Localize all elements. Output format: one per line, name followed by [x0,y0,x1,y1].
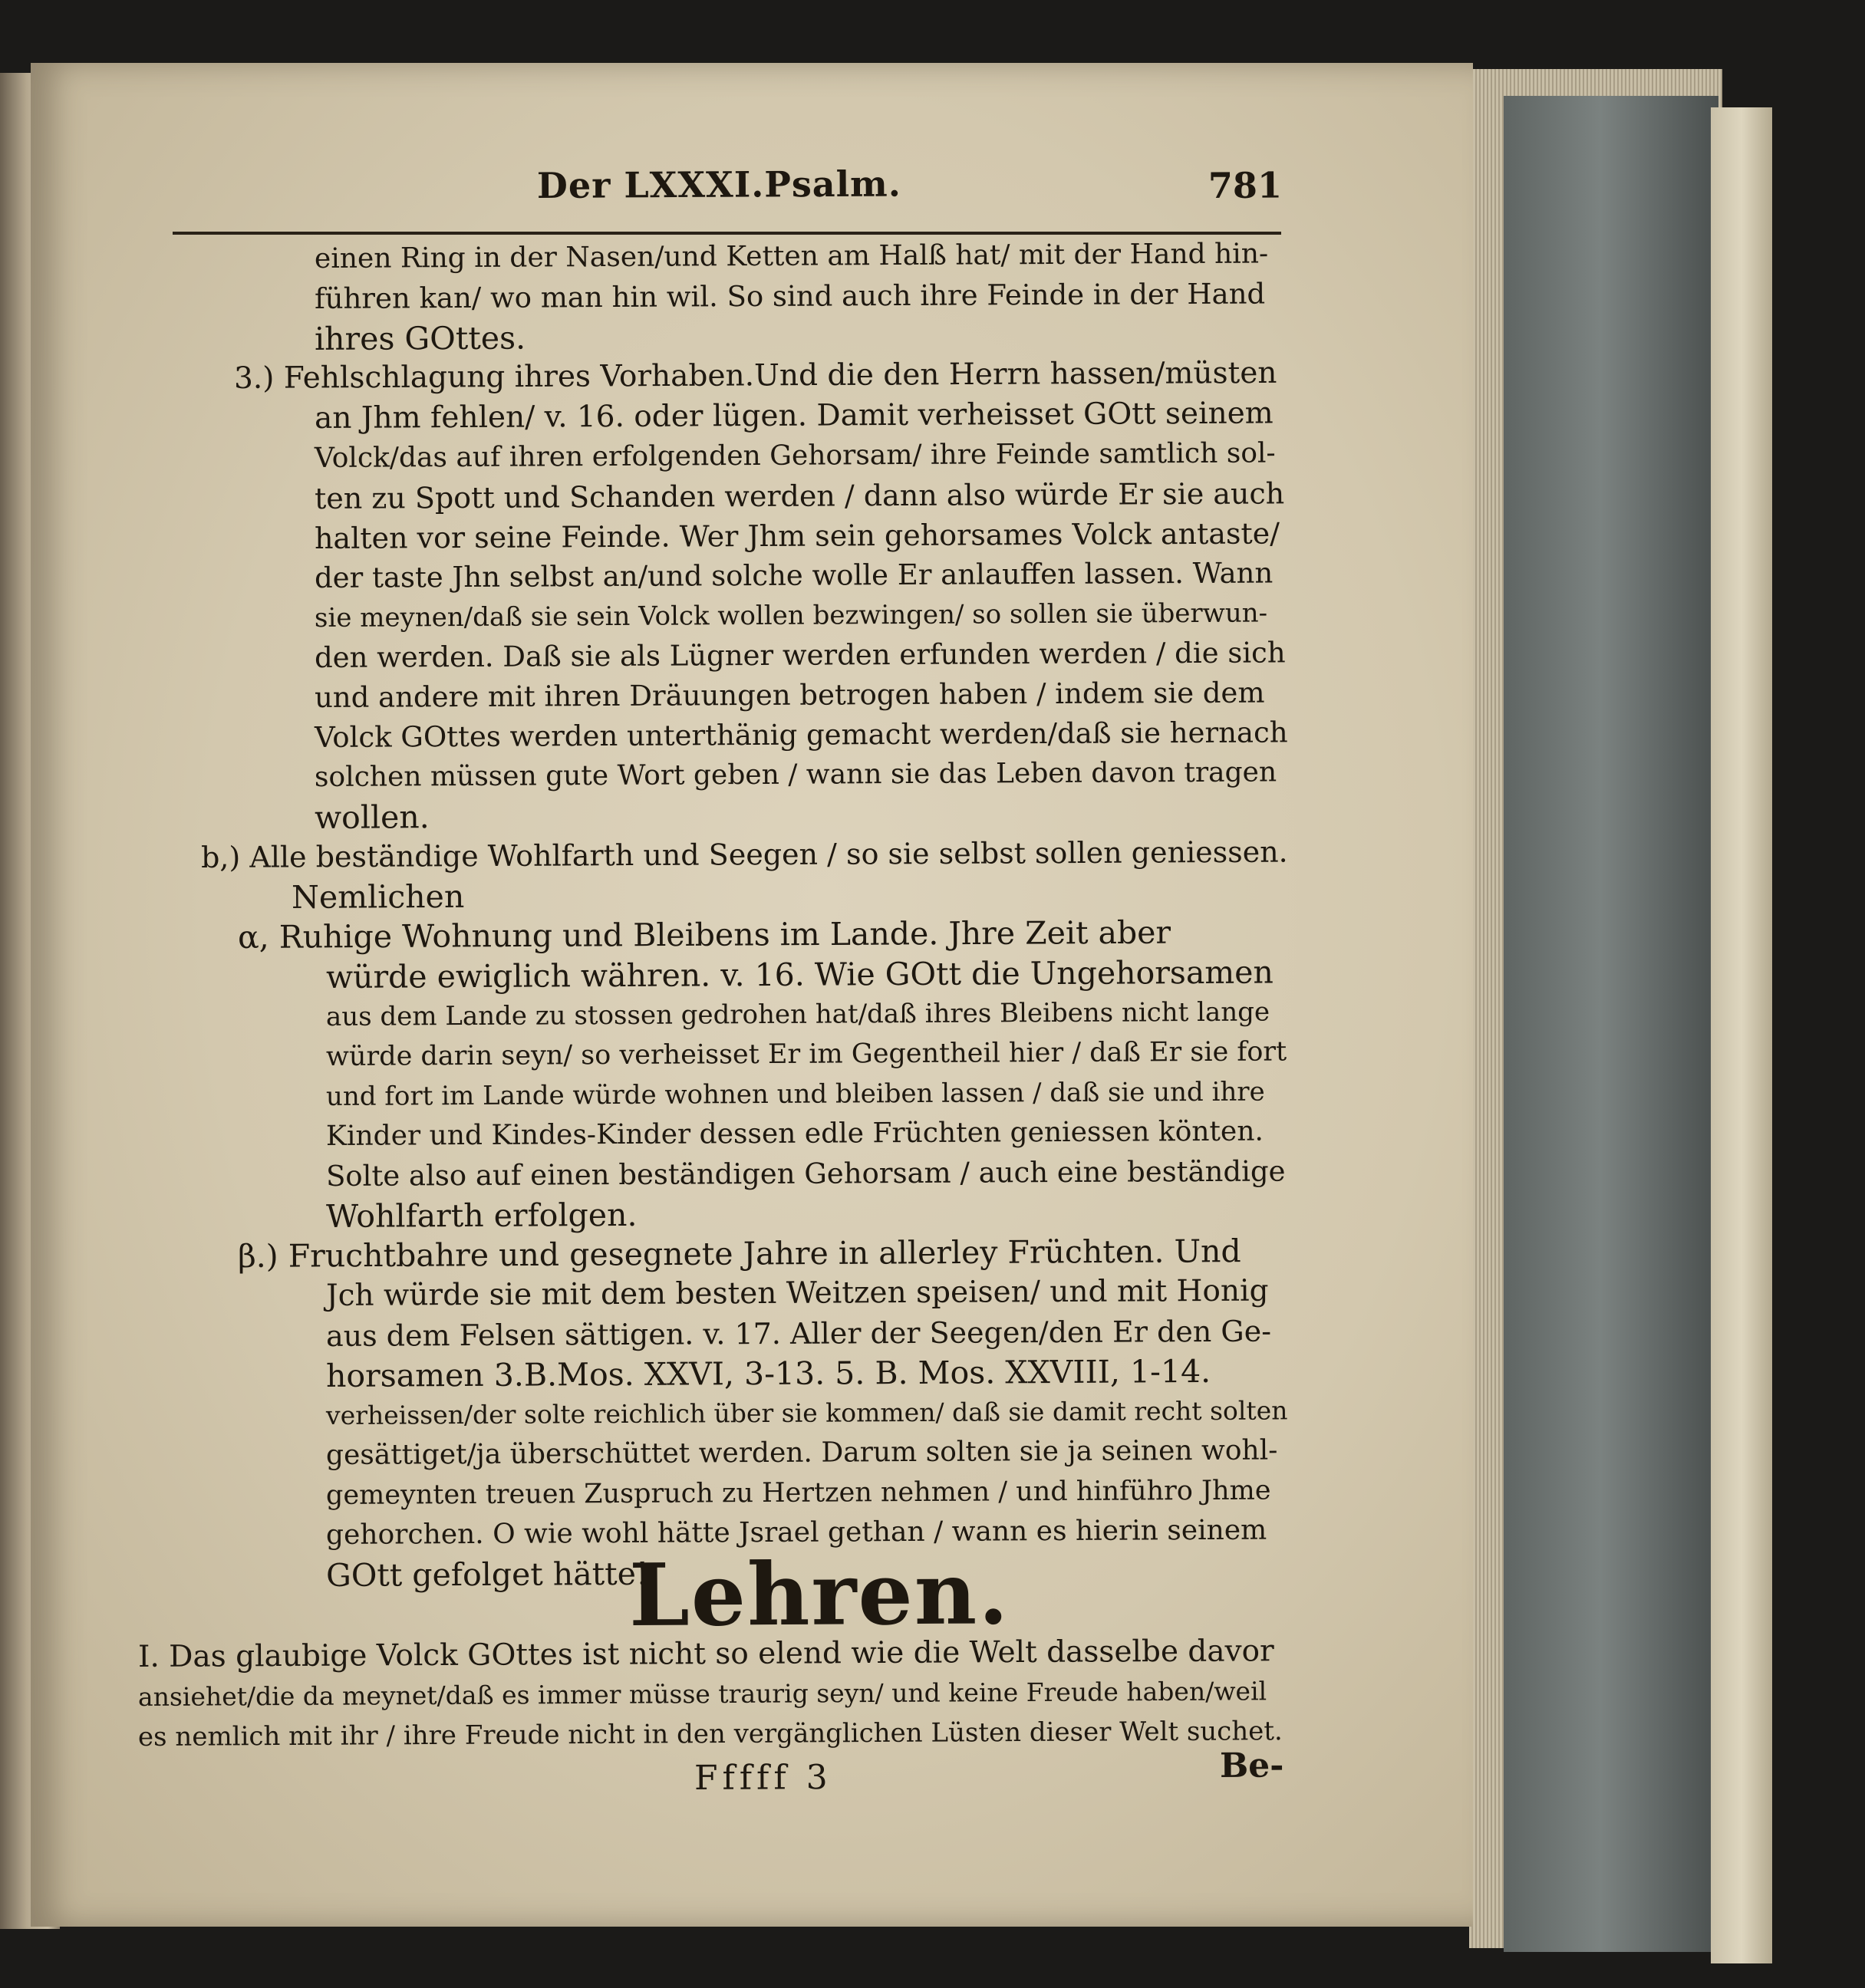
text-line: α, Ruhige Wohnung und Bleibens im Lande. Jhre Zeit aber [237,913,1171,956]
text-line: ihres GOttes. [314,319,526,357]
signature-mark: Fffff 3 [694,1758,832,1798]
text-line: gemeynten treuen Zuspruch zu Hertzen nehmen / und hinführo Jhme [325,1475,1271,1511]
text-line: Solte also auf einen beständigen Gehorsam / auch eine beständige [325,1154,1286,1193]
page-number: 781 [1208,164,1283,206]
text-line: den werden. Daß sie als Lügner werden erfunden werden / die sich [314,636,1286,674]
text-line: solchen müssen gute Wort geben / wann sie das Leben davon tragen [314,756,1277,793]
text-line: der taste Jhn selbst an/und solche wolle Er anlauffen lassen. Wann [314,556,1274,594]
text-line: ansiehet/die da meynet/daß es immer müsse traurig seyn/ und keine Freude haben/weil [137,1676,1267,1712]
text-line: würde ewiglich währen. v. 16. Wie GOtt die Ungehorsamen [325,953,1274,996]
text-line: gehorchen. O wie wohl hätte Jsrael gethan / wann es hierin seinem [325,1514,1267,1551]
text-line: sie meynen/daß sie sein Volck wollen bezwingen/ so sollen sie überwun- [314,597,1268,634]
text-line: verheissen/der solte reichlich über sie kommen/ daß sie damit recht solten [325,1395,1288,1430]
text-line: aus dem Lande zu stossen gedrohen hat/daß ihres Bleibens nicht lange [325,996,1270,1032]
text-line: GOtt gefolget hätte! [325,1555,649,1594]
text-line: β.) Fruchtbahre und gesegnete Jahre in allerley Früchten. Und [237,1233,1241,1275]
text-line: gesättiget/ja überschüttet werden. Darum solten sie ja seinen wohl- [325,1434,1278,1471]
text-line: würde darin seyn/ so verheisset Er im Gegentheil hier / daß Er sie fort [325,1036,1287,1072]
text-line: wollen. [314,798,430,836]
page-block-edge [1504,96,1718,1952]
text-line: b,) Alle beständige Wohlfarth und Seegen / so sie selbst sollen geniessen. [200,834,1288,874]
section-heading: Lehren. [628,1543,1010,1646]
text-line: Volck GOttes werden unterthänig gemacht werden/daß sie hernach [314,716,1288,754]
text-line: und andere mit ihren Dräuungen betrogen haben / indem sie dem [314,676,1265,714]
text-line: aus dem Felsen sättigen. v. 17. Aller der Seegen/den Er den Ge- [325,1314,1272,1353]
header-rule [173,232,1281,235]
text-line: horsamen 3.B.Mos. XXVI, 3-13. 5. B. Mos. XXVIII, 1-14. [325,1352,1211,1394]
text-line: I. Das glaubige Volck GOttes ist nicht so elend wie die Welt dasselbe davor [137,1634,1274,1674]
text-line: führen kan/ wo man hin wil. So sind auch ihre Feinde in der Hand [314,277,1266,315]
text-line: 3.) Fehlschlagung ihres Vorhaben.Und die den Herrn hassen/müsten [233,355,1277,396]
book-cover-edge [1711,107,1772,1963]
running-head: Der LXXXI.Psalm. [536,163,901,206]
text-line: Nemlichen [291,877,465,916]
catchword: Be- [1219,1746,1284,1786]
text-line: einen Ring in der Nasen/und Ketten am Halß hat/ mit der Hand hin- [314,238,1269,275]
text-line: Jch würde sie mit dem besten Weitzen speisen/ und mit Honig [325,1273,1269,1313]
text-line: Wohlfarth erfolgen. [325,1196,638,1235]
text-line: und fort im Lande würde wohnen und bleiben lassen / daß sie und ihre [325,1076,1265,1112]
text-line: an Jhm fehlen/ v. 16. oder lügen. Damit verheisset GOtt seinem [314,396,1274,436]
text-line: es nemlich mit ihr / ihre Freude nicht in den vergänglichen Lüsten dieser Welt suchet. [137,1716,1283,1753]
text-line: ten zu Spott und Schanden werden / dann also würde Er sie auch [314,476,1285,515]
text-line: Kinder und Kindes-Kinder dessen edle Früchten geniessen könten. [325,1115,1264,1152]
text-line: halten vor seine Feinde. Wer Jhm sein gehorsames Volck antaste/ [314,516,1280,555]
text-line: Volck/das auf ihren erfolgenden Gehorsam/ ihre Feinde samtlich sol- [314,437,1276,474]
